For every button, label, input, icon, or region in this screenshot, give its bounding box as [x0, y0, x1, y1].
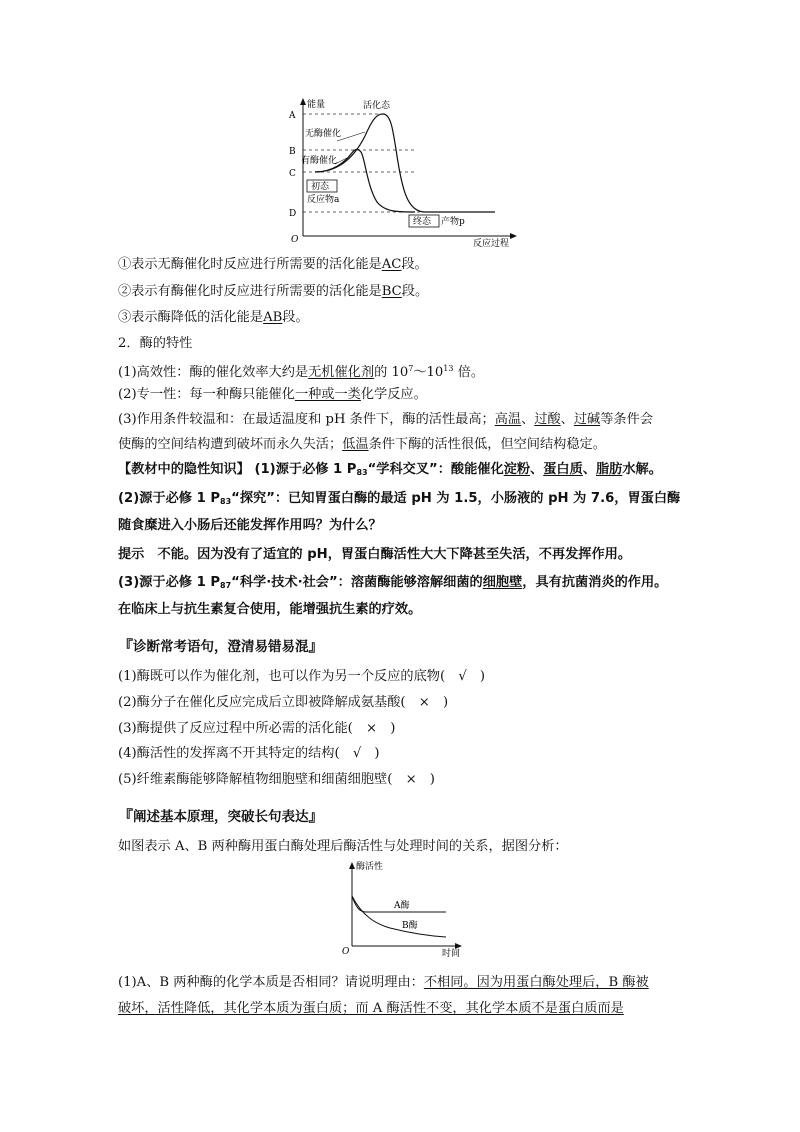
energy-item-2: ②表示有酶催化时反应进行所需要的活化能是BC段。 — [118, 284, 429, 299]
property-mild-conditions-line1: (3)作用条件较温和：在最适温度和 pH 条件下，酶的活性最高；高温、过酸、过碱等条件会 — [118, 412, 653, 427]
level-a: A — [289, 111, 296, 121]
explain-question-1-line2: 破坏，活性降低，其化学本质为蛋白质；而 A 酶活性不变，其化学本质不是蛋白质而是 — [118, 1001, 624, 1016]
origin-label: O — [291, 235, 299, 245]
property-specificity: (2)专一性：每一种酶只能催化一种或一类化学反应。 — [118, 387, 427, 402]
level-d: D — [289, 209, 297, 219]
hidden-knowledge-line3: 随食糜进入小肠后还能发挥作用吗？为什么？ — [118, 518, 382, 533]
explain-intro: 如图表示 A、B 两种酶用蛋白酶处理后酶活性与处理时间的关系，据图分析： — [118, 839, 568, 854]
property-efficiency: (1)高效性：酶的催化效率大约是无机催化剂的 $10^7\sim 10^{13}$ 倍。 — [118, 364, 485, 380]
fig2-x-label: 时间 — [442, 949, 461, 958]
hidden-knowledge-line5: (3)源于必修 1 $P_{87}“$科学·技术·社会”：溶菌酶能够溶解细菌的细胞壁，具有抗菌消炎的作用。 — [118, 575, 668, 590]
fig2-origin: O — [342, 947, 350, 957]
final-state-label: 终态 — [413, 217, 432, 227]
level-c: C — [289, 169, 296, 179]
hidden-knowledge-line6: 在临床上与抗生素复合使用，能增强抗生素的疗效。 — [118, 602, 422, 617]
energy-item-1: ①表示无酶催化时反应进行所需要的活化能是AC段。 — [118, 257, 428, 272]
level-b: B — [289, 147, 296, 157]
diagnose-item-1: (1)酶既可以作为催化剂，也可以作为另一个反应的底物( √ ) — [118, 669, 486, 684]
energy-item-3: ③表示酶降低的活化能是AB段。 — [118, 310, 309, 325]
no-enzyme-label: 无酶催化 — [305, 129, 342, 139]
fig2-y-label: 酶活性 — [356, 862, 384, 872]
diagnose-item-2: (2)酶分子在催化反应完成后立即被降解成氨基酸( × ) — [118, 695, 449, 710]
initial-state-label: 初态 — [311, 182, 330, 192]
transition-label: 活化态 — [363, 101, 391, 111]
enzyme-activity-chart — [330, 858, 470, 958]
heading-enzyme-properties: 2．酶的特性 — [118, 336, 193, 351]
hidden-knowledge-hint: 提示 不能。因为没有了适宜的 pH，胃蛋白酶活性大大下降甚至失活，不再发挥作用。 — [118, 547, 632, 562]
diagnose-item-5: (5)纤维素酶能够降解植物细胞壁和细菌细胞壁( × ) — [118, 772, 435, 787]
diagnose-item-3: (3)酶提供了反应过程中所必需的活化能( × ) — [118, 721, 396, 736]
hidden-knowledge-line2: (2)源于必修 1 $P_{83}“$探究”：已知胃蛋白酶的最适 pH 为 1.5，小肠液的 pH 为 7.6，胃蛋白酶 — [118, 491, 681, 506]
reactant-label: 反应物a — [307, 195, 340, 205]
fig2-label-a: A酶 — [394, 901, 410, 911]
explain-question-1-line1: (1)A、B 两种酶的化学本质是否相同？请说明理由：不相同。因为用蛋白酶处理后，B 酶被 — [118, 975, 649, 990]
diagnose-item-4: (4)酶活性的发挥离不开其特定的结构( √ ) — [118, 746, 380, 761]
energy-diagram — [285, 96, 535, 251]
y-axis-label: 能量 — [307, 100, 326, 110]
hidden-knowledge-line1: 【教材中的隐性知识】 (1)源于必修 1 $P_{83}“$学科交叉”：酸能催化淀粉、蛋白质、脂肪水解。 — [118, 462, 662, 477]
product-label: 产物p — [441, 217, 465, 227]
x-axis-label: 反应过程 — [473, 239, 510, 249]
explain-section-title: 『阐述基本原理，突破长句表达』 — [118, 807, 324, 825]
fig2-label-b: B酶 — [402, 921, 418, 931]
diagnose-section-title: 『诊断常考语句，澄清易错易混』 — [118, 637, 324, 655]
property-mild-conditions-line2: 使酶的空间结构遭到破坏而永久失活；低温条件下酶的活性很低，但空间结构稳定。 — [118, 437, 606, 452]
enzyme-label: 有酶催化 — [301, 156, 338, 166]
